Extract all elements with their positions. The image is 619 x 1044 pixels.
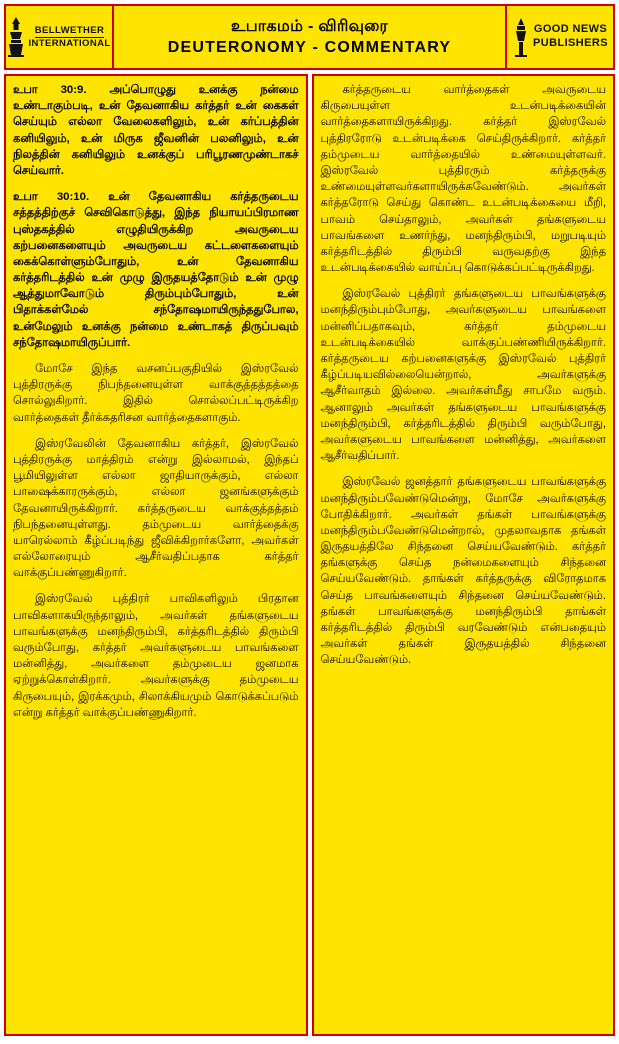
commentary-paragraph: இஸ்ரவேல் புத்திரர் பாவிகளிலும் பிரதான பாவிகளாகயிருந்தாலும், அவர்கள் தங்களுடைய பாவங்களுக்கு மனந்திரும்பி, கர்த்தரிடத்தில் திரும்பி வரும்போது, கர்த்தர் அவர்களுடைய பாவங்களை மன்னித்து, அவர்களை தம்முடைய ஜனமாக ஏற்றுக்கொள்கிறார். அவர்களுக்கு தம்முடைய கிருபையும், இரக்கமும், சிலாக்கியமும் கொடுக்கப்படும் என்று கர்த்தர் வாக்குப்பண்ணுகிறார். xyxy=(13,593,299,719)
commentary-paragraph: கர்த்தருடைய வார்த்தைகள் அவருடைய கிருபையுள்ள உடன்படிக்கையின் வார்த்தைகளாயிருக்கிறது. கர்த்தர் இஸ்ரவேல் புத்திரரோடு உடன்படிக்கை செய்திருக்கிறார். கர்த்தர் தம்முடைய வார்த்தையில் உண்மையுள்ளவர். இஸ்ரவேல் புத்திரரும் கர்த்தருக்கு உண்மையுள்ளவர்களாயிருக்கவேண்டும். அவர்கள் கர்த்தரோடு செய்து கொண்ட உடன்படிக்கையை மீறி, பாவம் செய்தாலும், அவர்கள் தங்களுடைய பாவங்களை உணர்ந்து, மனந்திரும்பி, மறுபடியும் கர்த்தரிடத்தில் திரும்பி வருவதற்கு இந்த உடன்படிக்கையில் வாய்ப்பு கொடுக்கப்பட்டிருக்கிறது. xyxy=(320,84,606,275)
page-header xyxy=(4,4,615,70)
logo-line-1: BELLWETHER xyxy=(34,24,105,36)
tower-icon xyxy=(7,17,25,57)
bellwether-international-logo xyxy=(6,6,114,68)
logo-line-1: GOOD NEWS xyxy=(533,23,608,36)
good-news-publishers-logo xyxy=(505,6,613,68)
commentary-paragraph: இஸ்ரவேல் ஜனத்தார் தங்களுடைய பாவங்களுக்கு மனந்திரும்பவேண்டுமென்று, மோசே அவர்களுக்கு போதிக்கிறார். அவர்கள் தங்கள் பாவங்களுக்கு மனந்திரும்பவேண்டுமென்றால், முதலாவதாக தங்கள் இருதயத்திலே சிந்தனை செய்யவேண்டும். கர்த்தர் தங்களுக்கு செய்த நன்மைகளையும் சிந்தனை செய்யவேண்டும். தாங்கள் கர்த்தருக்கு விரோதமாக செய்த பாவங்களையும் சிந்தனை செய்யவேண்டும். தங்கள் பாவங்களுக்கு மனந்திரும்பி தாங்கள் கர்த்தரிடத்தில் திரும்பி வரவேண்டும் என்பதையும் அவர்கள் தங்கள் இருதயத்தில் சிந்தனை செய்யவேண்டும். xyxy=(320,476,606,667)
title-english: DEUTERONOMY - COMMENTARY xyxy=(167,39,452,56)
logo-line-2: PUBLISHERS xyxy=(533,37,608,49)
commentary-paragraph: மோசே இந்த வசனப்பகுதியில் இஸ்ரவேல் புத்திரருக்கு நிபந்தனையுள்ள வாக்குத்தத்தத்தை சொல்லுகிறார். இதில் சொல்லப்பட்டிருக்கிற வார்த்தைகள் தீர்க்கதரிசன வார்த்தைகளாகும். xyxy=(13,363,299,424)
left-column xyxy=(4,74,308,1036)
verse-paragraph: உபா 30:9. அப்பொழுது உனக்கு நன்மை உண்டாகும்படி, உன் தேவனாகிய கர்த்தர் உன் கைகள் செய்யும் எல்லா வேலைகளிலும், உன் கர்ப்பத்தின் கனியிலும், உன் மிருக ஜீவனின் பலனிலும், உன் நிலத்தின் கனியிலும் உனக்குப் பரிபூரணமுண்டாகச் செய்வார். xyxy=(13,84,299,177)
verse-paragraph: உபா 30:10. உன் தேவனாகிய கர்த்தருடைய சத்தத்திற்குச் செவிகொடுத்து, இந்த நியாயப்பிரமாண புஸ்தகத்தில் எழுதியிருக்கிற அவருடைய கற்பனைகளையும் அவருடைய கட்டளைகளையும் கைக்கொள்ளும்போதும், உன் தேவனாகிய கர்த்தரிடத்தில் உன் முழு இருதயத்தோடும் உன் முழு ஆத்துமாவோடும் திரும்பும்போதும், உன் பிதாக்கள்மேல் சந்தோஷமாயிருந்ததுபோல, உன்மேலும் உனக்கு நன்மை உண்டாகத் திருப்பவும் சந்தோஷமாயிருப்பார். xyxy=(13,191,299,349)
right-column xyxy=(312,74,616,1036)
commentary-body xyxy=(4,74,615,1036)
title-tamil: உபாகமம் - விரிவுரை xyxy=(230,18,389,35)
page-title xyxy=(114,6,505,68)
commentary-paragraph: இஸ்ரவேலின் தேவனாகிய கர்த்தர், இஸ்ரவேல் புத்திரருக்கு மாத்திரம் என்று இல்லாமல், இந்தப் பூமியிலுள்ள எல்லா ஜாதியாருக்கும், எல்லா பாஷைக்காரருக்கும், எல்லா ஜனங்களுக்கும் தேவனாயிருக்கிறார். கர்த்தருடைய வாக்குத்தத்தம் நிபந்தனையுள்ளது. தம்முடைய வார்த்தைக்கு யாரெல்லாம் கீழ்ப்படிந்து ஜீவிக்கிறார்களோ, அவர்கள் எல்லோரையும் ஆசீர்வதிப்பதாக கர்த்தர் வாக்குப்பண்ணுகிறார். xyxy=(13,437,299,580)
commentary-paragraph: இஸ்ரவேல் புத்திரர் தங்களுடைய பாவங்களுக்கு மனந்திரும்பும்போது, அவர்களுடைய பாவங்களை மன்னிப்பதாகவும், கர்த்தர் தம்முடைய உடன்படிக்கையில் வாக்குப்பண்ணியிருக்கிறார். கர்த்தருடைய கற்பனைகளுக்கு இஸ்ரவேல் புத்திரர் கீழ்ப்படியவில்லையென்றால், அவர்களுக்கு ஆசீர்வாதம் இல்லை. அவர்கள்மீது சாபமே வரும். ஆனாலும் அவர்கள் தங்களுடைய பாவங்களுக்கு மனந்திரும்பி, கர்த்தரிடத்தில் திரும்பி வரும்போது, அவர்களுடைய பாவங்களை மன்னித்து, அவர்களை ஆசீர்வதிப்பார். xyxy=(320,288,606,463)
torch-icon xyxy=(512,17,530,57)
logo-line-2: INTERNATIONAL xyxy=(28,37,111,49)
